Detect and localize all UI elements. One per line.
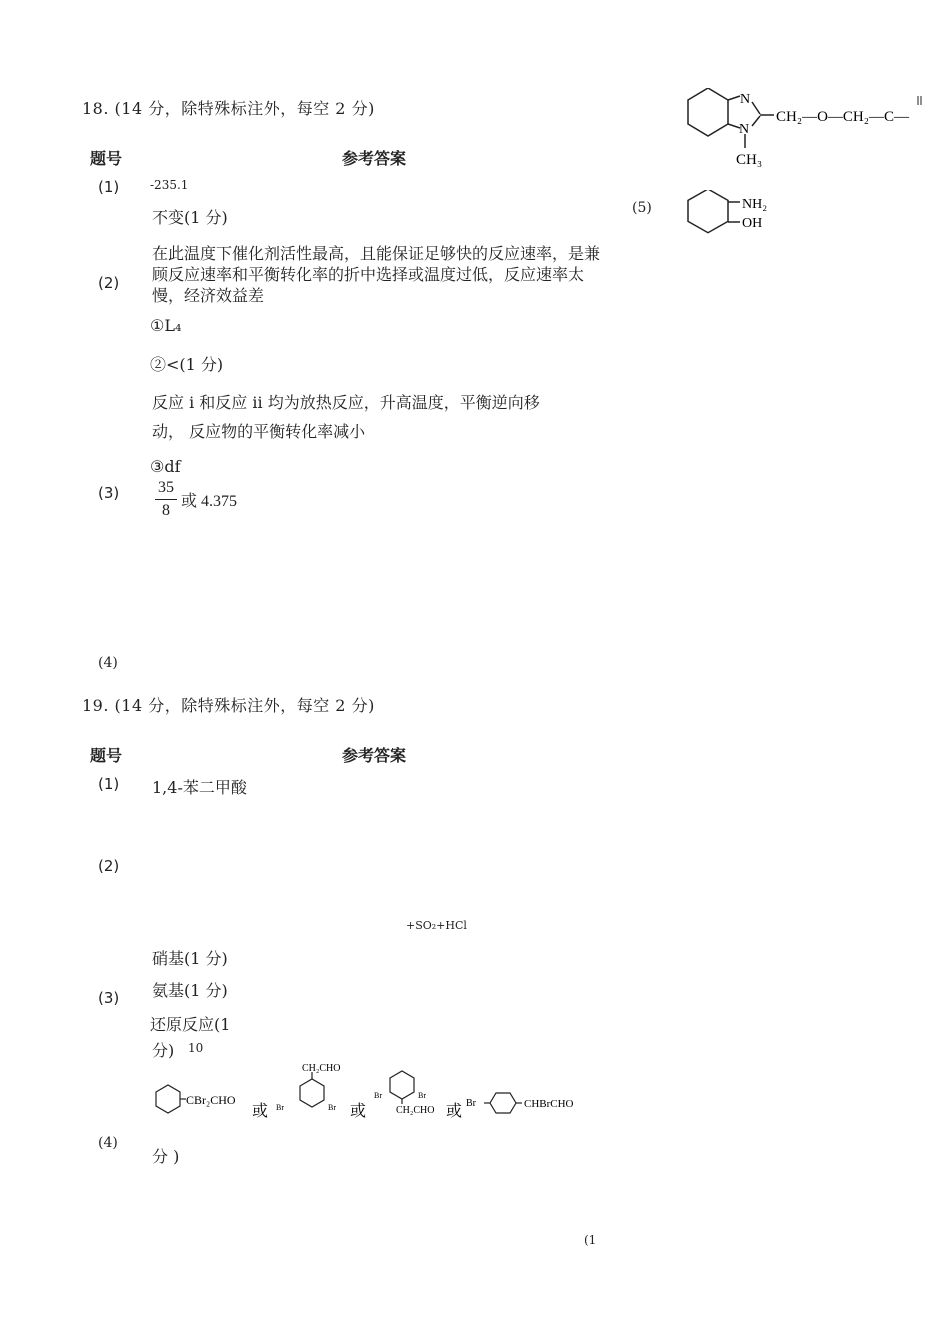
benzimidazole-structure (680, 88, 950, 174)
nitrogen-label-top: N (740, 92, 751, 107)
q19-part1-answer: 1,4-苯二甲酸 (152, 778, 247, 797)
q19-part4-label: (4) (98, 1135, 118, 1151)
isomer-2 (276, 1063, 341, 1112)
q18-part3-answer-a: ①L₄ (150, 316, 182, 335)
fraction-bar (155, 499, 177, 500)
q18-title: 18. (14 分，除特殊标注外，每空 2 分) (82, 99, 375, 118)
isomer-1-group: CBr₂CHO (186, 1093, 236, 1107)
nitrogen-label-bottom: N (739, 122, 750, 137)
isomer-1 (156, 1085, 236, 1113)
q19-part4-count: 10 (188, 1041, 204, 1055)
q19-part2-equation-tail: +SO₂+HCl (406, 919, 467, 932)
isomer-4-bromine: Br (466, 1098, 476, 1109)
q19-part3-answer-b: 氨基(1 分) (152, 981, 228, 1000)
q18-part3-answer-d: ③df (150, 457, 181, 476)
isomer-3-bottom-group: CH₂CHO (396, 1105, 435, 1116)
q18-col-answer: 参考答案 (342, 149, 407, 168)
q18-col-number: 题号 (90, 149, 123, 168)
q19-part2-label: (2) (98, 857, 120, 875)
q18-part3-answer-b: ②<(1 分) (150, 355, 224, 374)
isomer-3-bromine-left: Br (374, 1091, 382, 1100)
q18-part2-label: (2) (98, 274, 120, 292)
hydroxyl-label: OH (742, 216, 763, 231)
q18-part3-answer-c-line1: 反应 i 和反应 ii 均为放热反应，升高温度，平衡逆向移 (152, 393, 540, 412)
q18-part3-answer-c-line2: 动， 反应物的平衡转化率减小 (152, 422, 366, 441)
q18-part2-answer: 在此温度下催化剂活性最高，且能保证足够快的反应速率，是兼顾反应速率和平衡转化率的折中选择或温度过低，反应速率太慢，经济效益差 (152, 244, 601, 305)
isomer-2-top-group: CH₂CHO (302, 1063, 341, 1074)
isomer-4 (466, 1093, 574, 1113)
q19-part3-answer-a: 硝基(1 分) (152, 949, 228, 968)
fraction-numerator: 35 (158, 479, 174, 496)
isomer-3-bromine-right: Br (418, 1091, 426, 1100)
page-footer: (1 (584, 1233, 597, 1247)
q18-part1-answer-b: 不变(1 分) (152, 208, 228, 227)
q18-part3-label: (3) (98, 484, 120, 502)
or-label-2: 或 (350, 1103, 367, 1120)
amino-label: NH₂ (742, 197, 768, 212)
q19-part3-answer-c-line2: 分) (152, 1041, 175, 1060)
isomer-2-bromine-right: Br (328, 1103, 336, 1112)
fraction (155, 479, 177, 520)
q19-part3-label: (3) (98, 989, 120, 1007)
q18-part3-fraction-answer (155, 479, 237, 520)
isomer-4-group: CHBrCHO (524, 1098, 574, 1110)
q18-part5-label: (5) (632, 200, 652, 216)
or-label-3: 或 (446, 1103, 463, 1120)
or-label-1: 或 (252, 1103, 269, 1120)
q19-col-number: 题号 (90, 746, 123, 765)
q19-isomer-structures (150, 1060, 590, 1130)
isomer-3 (374, 1071, 435, 1116)
2-aminophenol-structure (684, 190, 794, 236)
q18-part4-label: (4) (98, 655, 118, 671)
q19-title: 19. (14 分，除特殊标注外，每空 2 分) (82, 696, 375, 715)
side-chain-formula: CH₂—O—CH₂—C— (776, 109, 909, 125)
fraction-denominator: 8 (162, 502, 170, 519)
q19-part4-score: 分 ) (152, 1147, 180, 1166)
or-decimal-value: 或 4.375 (181, 493, 238, 510)
methyl-label: CH₃ (736, 152, 763, 168)
q19-part3-answer-c-line1: 还原反应(1 (150, 1015, 231, 1034)
q19-col-answer: 参考答案 (342, 746, 407, 765)
q19-part1-label: (1) (98, 775, 120, 793)
q18-part1-label: (1) (98, 178, 120, 196)
q18-part1-answer-a: -235.1 (150, 178, 189, 192)
isomer-2-bromine-left: Br (276, 1103, 284, 1112)
